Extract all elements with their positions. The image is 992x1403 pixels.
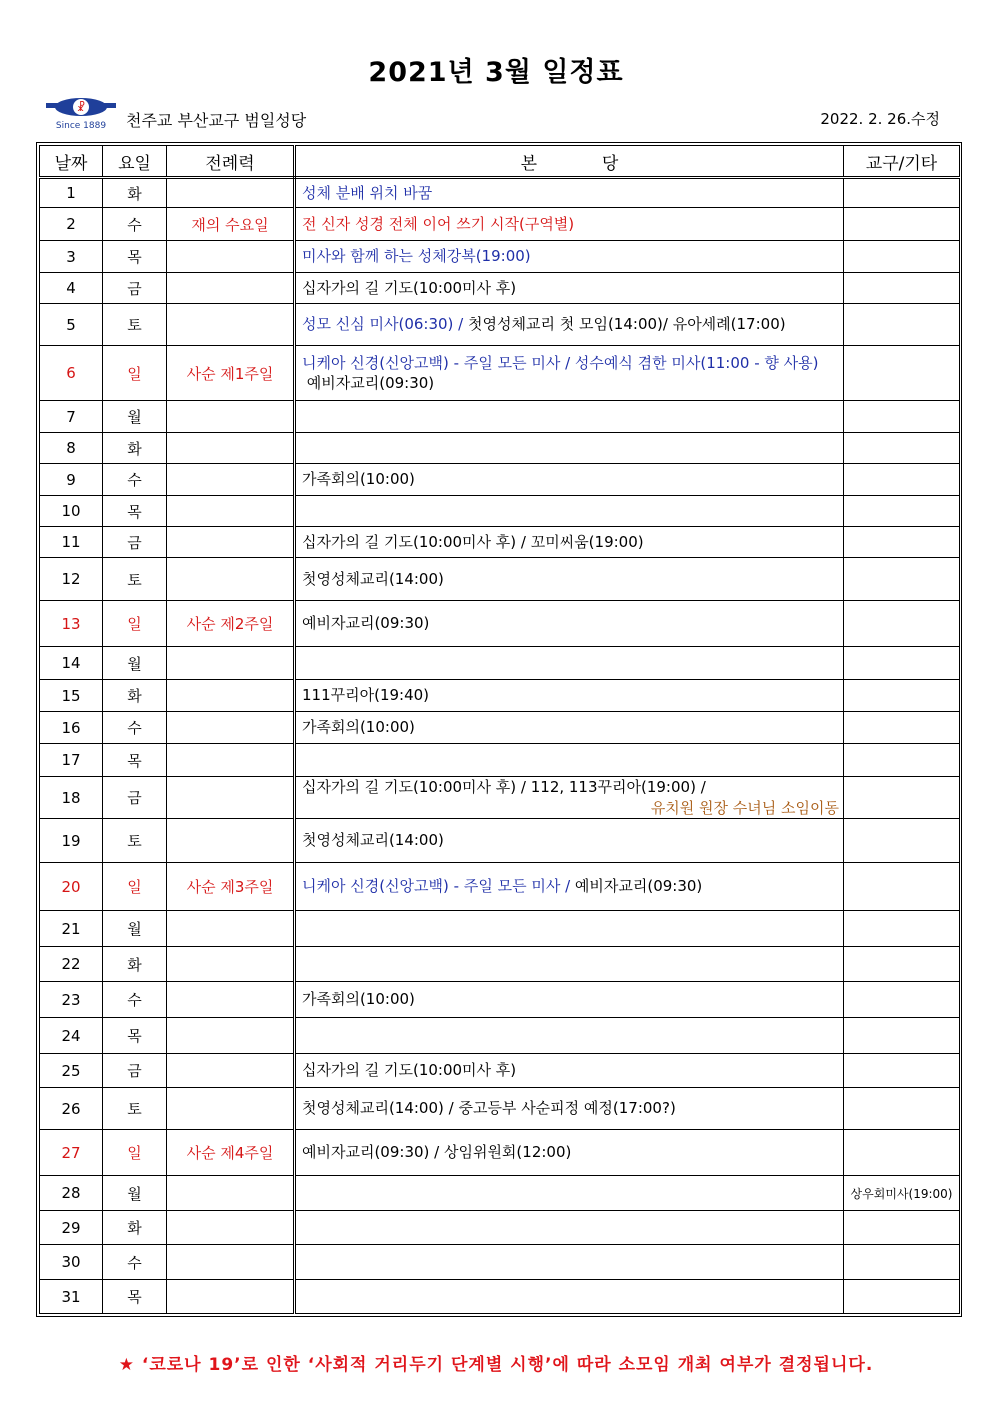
parish-events-cell <box>295 777 844 819</box>
date-cell: 5 <box>40 304 103 346</box>
liturgy-cell <box>167 241 295 273</box>
weekday-cell: 월 <box>103 647 167 680</box>
parish-events-cell <box>295 401 844 433</box>
diocese-other-cell <box>844 911 960 947</box>
date-cell: 14 <box>40 647 103 680</box>
table-row <box>40 744 960 777</box>
parish-events-cell <box>295 1018 844 1054</box>
parish-events-cell <box>295 346 844 401</box>
parish-events-cell <box>295 1088 844 1130</box>
liturgy-cell <box>167 1176 295 1211</box>
weekday-cell: 목 <box>103 744 167 777</box>
liturgy-cell <box>167 1018 295 1054</box>
column-header-date: 날짜 <box>40 146 103 178</box>
weekday-cell: 월 <box>103 1176 167 1211</box>
diocese-other-cell <box>844 496 960 527</box>
date-cell: 7 <box>40 401 103 433</box>
event-text: 미사와 함께 하는 성체강복(19:00) <box>302 247 531 266</box>
weekday-cell: 화 <box>103 947 167 982</box>
liturgy-cell <box>167 1245 295 1280</box>
date-cell: 23 <box>40 982 103 1018</box>
parish-events-cell <box>295 1130 844 1176</box>
event-text: 예비자교리(09:30) <box>574 877 703 896</box>
date-cell: 12 <box>40 558 103 601</box>
parish-events-cell <box>295 819 844 863</box>
weekday-cell: 월 <box>103 911 167 947</box>
page-title: 2021년 3월 일정표 <box>368 57 624 88</box>
diocese-other-cell <box>844 982 960 1018</box>
covid-notice: ★ ‘코로나 19’로 인한 ‘사회적 거리두기 단계별 시행’에 따라 소모임 개최 여부가 결정됩니다. <box>118 1355 874 1375</box>
event-text: 십자가의 길 기도(10:00미사 후) <box>302 1061 517 1080</box>
weekday-cell: 일 <box>103 346 167 401</box>
date-cell: 25 <box>40 1054 103 1088</box>
weekday-cell: 화 <box>103 680 167 712</box>
date-cell: 6 <box>40 346 103 401</box>
diocese-other-cell <box>844 777 960 819</box>
table-row <box>40 819 960 863</box>
liturgy-cell: 사순 제4주일 <box>167 1130 295 1176</box>
table-row <box>40 982 960 1018</box>
parish-events-cell <box>295 241 844 273</box>
diocese-other-cell <box>844 744 960 777</box>
liturgy-cell <box>167 1280 295 1314</box>
event-text: 예비자교리(09:30) <box>302 614 430 633</box>
liturgy-cell <box>167 777 295 819</box>
date-cell: 2 <box>40 208 103 241</box>
date-cell: 15 <box>40 680 103 712</box>
event-text: 예비자교리(09:30) <box>302 374 435 392</box>
table-row <box>40 1211 960 1245</box>
liturgy-cell <box>167 304 295 346</box>
weekday-cell: 토 <box>103 304 167 346</box>
date-cell: 20 <box>40 863 103 911</box>
parish-events-cell <box>295 496 844 527</box>
liturgy-cell <box>167 558 295 601</box>
table-row <box>40 273 960 304</box>
liturgy-cell <box>167 680 295 712</box>
parish-events-cell <box>295 558 844 601</box>
table-row <box>40 1130 960 1176</box>
liturgy-cell <box>167 947 295 982</box>
weekday-cell: 목 <box>103 241 167 273</box>
table-row <box>40 1054 960 1088</box>
diocese-other-cell <box>844 647 960 680</box>
parish-events-cell <box>295 304 844 346</box>
diocese-other-cell <box>844 464 960 496</box>
date-cell: 16 <box>40 712 103 744</box>
table-row <box>40 346 960 401</box>
diocese-other-cell <box>844 680 960 712</box>
diocese-other-cell <box>844 1088 960 1130</box>
parish-events-cell <box>295 1176 844 1211</box>
diocese-other-cell <box>844 947 960 982</box>
event-text: 첫영성체교리(14:00) <box>302 569 444 588</box>
liturgy-cell <box>167 527 295 558</box>
date-cell: 27 <box>40 1130 103 1176</box>
liturgy-cell <box>167 819 295 863</box>
parish-events-cell <box>295 712 844 744</box>
event-text: 십자가의 길 기도(10:00미사 후) / 112, 113꾸리아(19:00) / <box>302 778 706 797</box>
parish-events-cell <box>295 680 844 712</box>
table-row <box>40 178 960 208</box>
event-text: 가족회의(10:00) <box>302 990 415 1009</box>
weekday-cell: 수 <box>103 712 167 744</box>
weekday-cell: 일 <box>103 863 167 911</box>
liturgy-cell <box>167 496 295 527</box>
table-row <box>40 777 960 819</box>
table-row <box>40 647 960 680</box>
table-row <box>40 558 960 601</box>
diocese-other-cell <box>844 1054 960 1088</box>
diocese-other-cell <box>844 712 960 744</box>
date-cell: 29 <box>40 1211 103 1245</box>
table-row <box>40 496 960 527</box>
date-cell: 22 <box>40 947 103 982</box>
table-row <box>40 1088 960 1130</box>
table-row <box>40 911 960 947</box>
weekday-cell: 화 <box>103 433 167 464</box>
weekday-cell: 금 <box>103 777 167 819</box>
liturgy-cell <box>167 1211 295 1245</box>
table-row <box>40 1018 960 1054</box>
parish-events-cell <box>295 647 844 680</box>
date-cell: 21 <box>40 911 103 947</box>
schedule-table-frame <box>36 142 962 1317</box>
diocese-other-cell <box>844 863 960 911</box>
parish-events-cell <box>295 273 844 304</box>
date-cell: 18 <box>40 777 103 819</box>
weekday-cell: 수 <box>103 208 167 241</box>
parish-events-cell <box>295 911 844 947</box>
column-header-parish: 본 당 <box>295 146 844 178</box>
date-cell: 9 <box>40 464 103 496</box>
diocese-other-cell <box>844 346 960 401</box>
liturgy-cell <box>167 433 295 464</box>
parish-events-cell <box>295 464 844 496</box>
parish-events-cell <box>295 1245 844 1280</box>
weekday-cell: 토 <box>103 1088 167 1130</box>
schedule-table <box>39 145 960 1314</box>
column-header-liturgy: 전례력 <box>167 146 295 178</box>
column-header-diocese-other: 교구/기타 <box>844 146 960 178</box>
diocese-other-cell <box>844 1130 960 1176</box>
date-cell: 3 <box>40 241 103 273</box>
weekday-cell: 목 <box>103 496 167 527</box>
table-row <box>40 241 960 273</box>
date-cell: 4 <box>40 273 103 304</box>
table-row <box>40 401 960 433</box>
liturgy-cell <box>167 1088 295 1130</box>
revision-date: 2022. 2. 26.수정 <box>820 110 940 128</box>
parish-events-cell <box>295 1054 844 1088</box>
diocese-other-cell <box>844 401 960 433</box>
date-cell: 30 <box>40 1245 103 1280</box>
event-text: 니케아 신경(신앙고백) - 주일 모든 미사 / 성수예식 겸한 미사(11:00 - 향 사용) <box>302 353 819 372</box>
weekday-cell: 수 <box>103 1245 167 1280</box>
table-row <box>40 1176 960 1211</box>
table-row <box>40 527 960 558</box>
diocese-other-cell <box>844 208 960 241</box>
table-row <box>40 947 960 982</box>
liturgy-cell <box>167 744 295 777</box>
date-cell: 31 <box>40 1280 103 1314</box>
event-text: 십자가의 길 기도(10:00미사 후) <box>302 278 517 297</box>
diocese-other-cell <box>844 558 960 601</box>
diocese-other-cell <box>844 241 960 273</box>
diocese-other-cell <box>844 601 960 647</box>
table-row <box>40 712 960 744</box>
liturgy-cell <box>167 401 295 433</box>
liturgy-cell <box>167 911 295 947</box>
svg-text:☧: ☧ <box>76 101 86 114</box>
liturgy-cell <box>167 464 295 496</box>
event-text: 첫영성체교리 첫 모임(14:00)/ 유아세례(17:00) <box>468 315 786 334</box>
event-text: 성체 분배 위치 바꿈 <box>302 183 433 202</box>
event-text: 전 신자 성경 전체 이어 쓰기 시작(구역별) <box>302 214 575 233</box>
parish-events-cell <box>295 982 844 1018</box>
event-text: 니케아 신경(신앙고백) - 주일 모든 미사 / <box>302 877 575 896</box>
weekday-cell: 금 <box>103 1054 167 1088</box>
weekday-cell: 일 <box>103 1130 167 1176</box>
date-cell: 26 <box>40 1088 103 1130</box>
parish-events-cell <box>295 601 844 647</box>
event-text: 가족회의(10:00) <box>302 470 415 489</box>
weekday-cell: 목 <box>103 1018 167 1054</box>
event-text: 첫영성체교리(14:00) / 중고등부 사순피정 예정(17:00?) <box>302 1099 676 1118</box>
date-cell: 1 <box>40 178 103 208</box>
event-text: 성모 신심 미사(06:30) / <box>302 315 468 334</box>
parish-events-cell <box>295 433 844 464</box>
diocese-other-cell <box>844 527 960 558</box>
weekday-cell: 토 <box>103 558 167 601</box>
weekday-cell: 금 <box>103 527 167 558</box>
event-text: 111꾸리아(19:40) <box>302 686 430 705</box>
event-text: 예비자교리(09:30) / 상임위원회(12:00) <box>302 1143 572 1162</box>
parish-events-cell <box>295 744 844 777</box>
diocese-other-cell <box>844 1280 960 1314</box>
diocese-other-cell <box>844 433 960 464</box>
event-text: 첫영성체교리(14:00) <box>302 831 444 850</box>
parish-events-cell <box>295 947 844 982</box>
liturgy-cell: 사순 제2주일 <box>167 601 295 647</box>
diocese-other-cell <box>844 178 960 208</box>
date-cell: 19 <box>40 819 103 863</box>
liturgy-cell: 사순 제1주일 <box>167 346 295 401</box>
parish-events-cell <box>295 208 844 241</box>
date-cell: 13 <box>40 601 103 647</box>
date-cell: 10 <box>40 496 103 527</box>
diocese-other-cell <box>844 819 960 863</box>
date-cell: 17 <box>40 744 103 777</box>
liturgy-cell: 사순 제3주일 <box>167 863 295 911</box>
weekday-cell: 화 <box>103 1211 167 1245</box>
liturgy-cell: 재의 수요일 <box>167 208 295 241</box>
event-text: 십자가의 길 기도(10:00미사 후) / 꼬미씨움(19:00) <box>302 532 644 551</box>
diocese-other-cell <box>844 304 960 346</box>
organization-name: 천주교 부산교구 범일성당 <box>126 111 307 130</box>
date-cell: 11 <box>40 527 103 558</box>
table-row <box>40 601 960 647</box>
table-row <box>40 1245 960 1280</box>
diocese-other-cell <box>844 1211 960 1245</box>
table-row <box>40 304 960 346</box>
event-text: 가족회의(10:00) <box>302 718 415 737</box>
diocese-other-cell: 상우회미사(19:00) <box>844 1176 960 1211</box>
event-text: 유치원 원장 수녀님 소임이동 <box>650 798 839 817</box>
parish-events-cell <box>295 1211 844 1245</box>
parish-events-cell <box>295 1280 844 1314</box>
parish-events-cell <box>295 863 844 911</box>
parish-events-cell <box>295 527 844 558</box>
table-row <box>40 208 960 241</box>
weekday-cell: 수 <box>103 982 167 1018</box>
parish-logo <box>46 95 116 131</box>
diocese-other-cell <box>844 1245 960 1280</box>
weekday-cell: 월 <box>103 401 167 433</box>
table-header-row <box>40 146 960 178</box>
weekday-cell: 수 <box>103 464 167 496</box>
liturgy-cell <box>167 712 295 744</box>
liturgy-cell <box>167 273 295 304</box>
diocese-other-cell <box>844 1018 960 1054</box>
date-cell: 8 <box>40 433 103 464</box>
weekday-cell: 목 <box>103 1280 167 1314</box>
diocese-other-cell <box>844 273 960 304</box>
column-header-weekday: 요일 <box>103 146 167 178</box>
liturgy-cell <box>167 178 295 208</box>
parish-events-cell <box>295 178 844 208</box>
table-row <box>40 1280 960 1314</box>
table-row <box>40 433 960 464</box>
liturgy-cell <box>167 1054 295 1088</box>
table-row <box>40 680 960 712</box>
weekday-cell: 토 <box>103 819 167 863</box>
liturgy-cell <box>167 647 295 680</box>
logo-caption: Since 1889 <box>55 121 107 131</box>
date-cell: 28 <box>40 1176 103 1211</box>
weekday-cell: 금 <box>103 273 167 304</box>
liturgy-cell <box>167 982 295 1018</box>
weekday-cell: 일 <box>103 601 167 647</box>
date-cell: 24 <box>40 1018 103 1054</box>
table-row <box>40 464 960 496</box>
table-row <box>40 863 960 911</box>
weekday-cell: 화 <box>103 178 167 208</box>
